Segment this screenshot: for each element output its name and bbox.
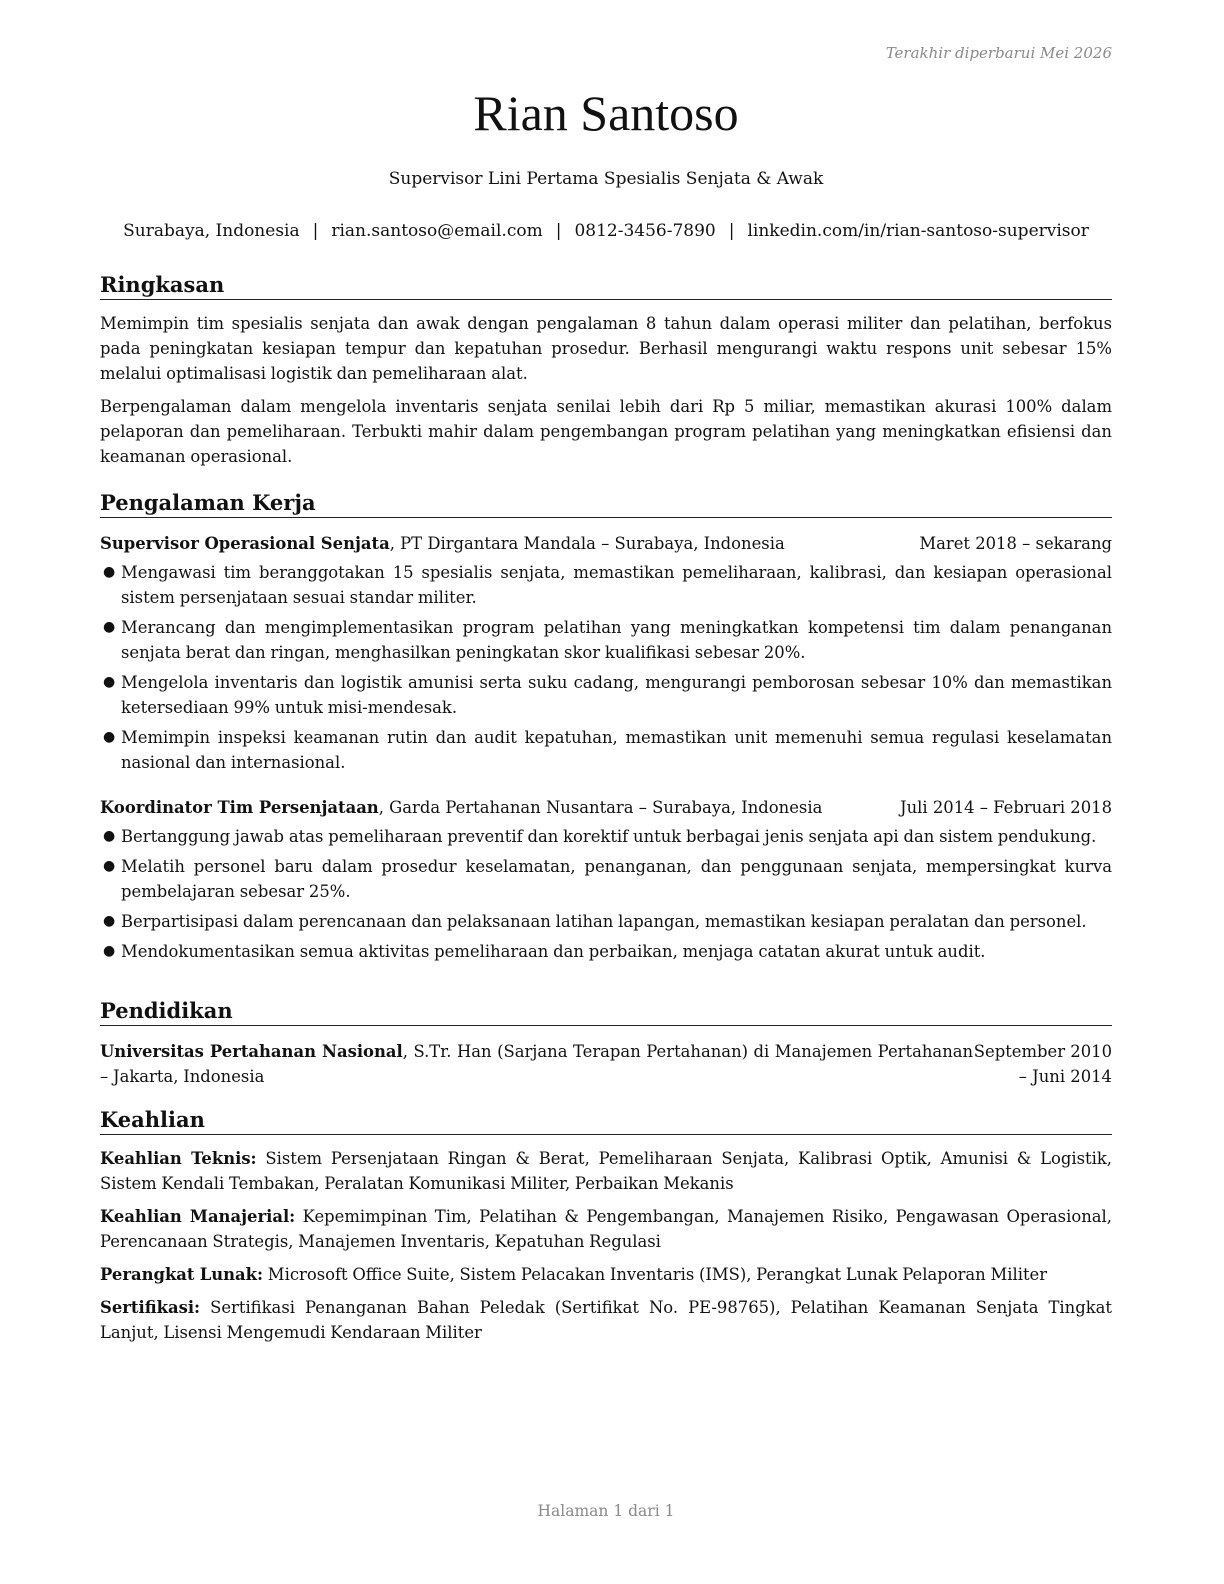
skill-text: Sistem Persenjataan Ringan & Berat, Pemeliharaan Senjata, Kalibrasi Optik, Amunisi & Logistik, Sistem Kendali Tembakan, Peralatan Komunikasi Militer, Perbaikan Mekanis xyxy=(100,1149,1113,1193)
education-degree: , S.Tr. Han (Sarjana Terapan Pertahanan) di Manajemen Pertahanan – Jakarta, Indonesia xyxy=(100,1042,974,1086)
education-school: Universitas Pertahanan Nasional xyxy=(100,1042,403,1061)
skill-text: Microsoft Office Suite, Sistem Pelacakan Inventaris (IMS), Perangkat Lunak Pelaporan Militer xyxy=(263,1265,1048,1284)
skills-section xyxy=(100,1107,1112,1345)
job-bullet: ● Merancang dan mengimplementasikan program pelatihan yang meningkatkan kompetensi tim dalam penanganan senjata berat dan ringan, menghasilkan peningkatan skor kualifikasi sebesar 20%. xyxy=(100,615,1112,665)
bullet-icon: ● xyxy=(103,674,116,690)
job-role: Supervisor Operasional Senjata xyxy=(100,534,390,553)
contact-line xyxy=(80,219,1132,243)
skill-label: Sertifikasi: xyxy=(100,1298,201,1317)
page-number-footer: Halaman 1 dari 1 xyxy=(537,1502,675,1520)
education-dates: September 2010 – Juni 2014 xyxy=(973,1042,1112,1086)
job-bullet: ● Mengawasi tim beranggotakan 15 spesialis senjata, memastikan pemeliharaan, kalibrasi, dan kesiapan operasional sistem persenjataan sesuai standar militer. xyxy=(100,560,1112,610)
bullet-icon: ● xyxy=(103,913,116,929)
summary-paragraph: Memimpin tim spesialis senjata dan awak dengan pengalaman 8 tahun dalam operasi militer dan pelatihan, berfokus pada peningkatan kesiapan tempur dan kepatuhan prosedur. Berhasil mengurangi waktu respons unit sebesar 15% melalui optimalisasi logistik dan pemeliharaan alat. xyxy=(100,314,1112,383)
bullet-icon: ● xyxy=(103,619,116,635)
job-organization: , PT Dirgantara Mandala – Surabaya, Indonesia xyxy=(389,534,785,553)
bullet-icon: ● xyxy=(103,828,116,844)
skill-text: Sertifikasi Penanganan Bahan Peledak (Sertifikat No. PE-98765), Pelatihan Keamanan Senjata Tingkat Lanjut, Lisensi Mengemudi Kendaraan Militer xyxy=(100,1298,1112,1342)
candidate-name: Rian Santoso xyxy=(473,85,739,141)
education-section xyxy=(100,998,1112,1089)
education-entry xyxy=(100,1039,1112,1089)
skill-label: Keahlian Teknis: xyxy=(100,1149,257,1168)
job-header xyxy=(100,531,1112,556)
job-bullet: ● Bertanggung jawab atas pemeliharaan preventif dan korektif untuk berbagai jenis senjata api dan sistem pendukung. xyxy=(100,824,1112,849)
job-entry xyxy=(100,531,1112,775)
job-organization: , Garda Pertahanan Nusantara – Surabaya, Indonesia xyxy=(378,798,823,817)
skill-text: Kepemimpinan Tim, Pelatihan & Pengembangan, Manajemen Risiko, Pengawasan Operasional, Perencanaan Strategis, Manajemen Inventaris, Kepatuhan Regulasi xyxy=(100,1207,1112,1251)
section-heading-skills: Keahlian xyxy=(100,1107,1112,1135)
resume-page xyxy=(100,0,1112,1584)
last-updated-note: Terakhir diperbarui Mei 2026 xyxy=(885,44,1112,62)
skill-group xyxy=(100,1262,1112,1287)
skill-label: Keahlian Manajerial: xyxy=(100,1207,296,1226)
job-bullet: ● Berpartisipasi dalam perencanaan dan pelaksanaan latihan lapangan, memastikan kesiapan peralatan dan personel. xyxy=(100,909,1112,934)
skill-group xyxy=(100,1204,1112,1254)
summary-paragraph: Berpengalaman dalam mengelola inventaris senjata senilai lebih dari Rp 5 miliar, memastikan akurasi 100% dalam pelaporan dan pemeliharaan. Terbukti mahir dalam pengembangan program pelatihan yang meningkatkan efisiensi dan keamanan operasional. xyxy=(100,397,1112,466)
experience-section xyxy=(100,490,1112,969)
section-heading-experience: Pengalaman Kerja xyxy=(100,490,1112,518)
skill-group xyxy=(100,1295,1112,1345)
candidate-title: Supervisor Lini Pertama Spesialis Senjata & Awak xyxy=(388,169,824,189)
job-bullet: ● Mendokumentasikan semua aktivitas pemeliharaan dan perbaikan, menjaga catatan akurat untuk audit. xyxy=(100,939,1112,964)
bullet-icon: ● xyxy=(103,729,116,745)
job-role: Koordinator Tim Persenjataan xyxy=(100,798,379,817)
bullet-icon: ● xyxy=(103,858,116,874)
bullet-icon: ● xyxy=(103,943,116,959)
job-dates: Juli 2014 – Februari 2018 xyxy=(900,798,1112,817)
contact-separator: | xyxy=(312,221,319,241)
contact-separator: | xyxy=(728,221,735,241)
contact-separator: | xyxy=(555,221,562,241)
job-bullets xyxy=(100,560,1112,775)
contact-linkedin[interactable]: linkedin.com/in/rian-santoso-supervisor xyxy=(747,221,1089,241)
job-dates: Maret 2018 – sekarang xyxy=(919,534,1112,553)
summary-section xyxy=(100,272,1112,469)
bullet-icon: ● xyxy=(103,564,116,580)
job-header xyxy=(100,795,1112,820)
job-bullets xyxy=(100,824,1112,964)
contact-phone: 0812-3456-7890 xyxy=(574,221,716,241)
contact-location: Surabaya, Indonesia xyxy=(123,221,300,241)
job-bullet: ● Mengelola inventaris dan logistik amunisi serta suku cadang, mengurangi pemborosan sebesar 10% dan memastikan ketersediaan 99% untuk misi-mendesak. xyxy=(100,670,1112,720)
section-heading-education: Pendidikan xyxy=(100,998,1112,1026)
skill-label: Perangkat Lunak: xyxy=(100,1265,264,1284)
contact-email[interactable]: rian.santoso@email.com xyxy=(331,221,543,241)
job-bullet: ● Memimpin inspeksi keamanan rutin dan audit kepatuhan, memastikan unit memenuhi semua regulasi keselamatan nasional dan internasional. xyxy=(100,725,1112,775)
section-heading-summary: Ringkasan xyxy=(100,272,1112,300)
job-entry xyxy=(100,795,1112,964)
job-bullet: ● Melatih personel baru dalam prosedur keselamatan, penanganan, dan penggunaan senjata, mempersingkat kurva pembelajaran sebesar 25%. xyxy=(100,854,1112,904)
skill-group xyxy=(100,1146,1112,1196)
